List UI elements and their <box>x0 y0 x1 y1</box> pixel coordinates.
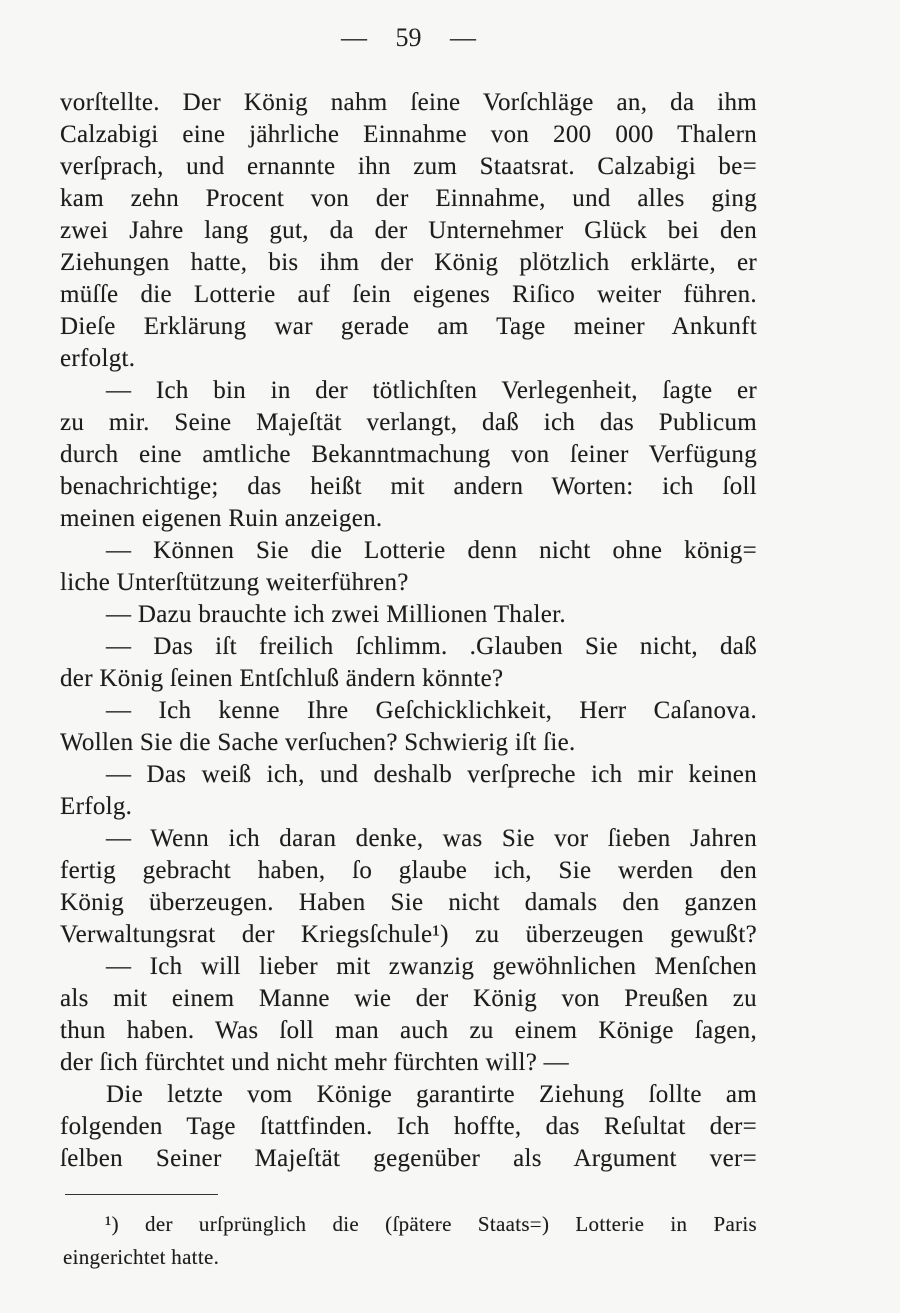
text-line: — Wenn ich daran denke, was Sie vor ſieben Jahren <box>106 825 757 852</box>
text-line: als mit einem Manne wie der König von Preußen zu <box>60 985 757 1012</box>
text-line: Dieſe Erklärung war gerade am Tage meiner Ankunft <box>60 313 757 340</box>
text-line: meinen eigenen Ruin anzeigen. <box>60 505 383 532</box>
text-line: durch eine amtliche Bekanntmachung von ſeiner Verfügung <box>60 441 757 468</box>
text-line: — Ich kenne Ihre Geſchicklichkeit, Herr Caſanova. <box>106 697 757 724</box>
text-line: — Können Sie die Lotterie denn nicht ohne könig= <box>106 537 757 564</box>
paragraph <box>60 759 757 823</box>
paragraph <box>60 951 757 1079</box>
text-line: fertig gebracht haben, ſo glaube ich, Sie werden den <box>60 857 757 884</box>
text-line: der ſich fürchtet und nicht mehr fürchten will? — <box>60 1049 569 1076</box>
paragraph <box>60 1079 757 1175</box>
text-line: verſprach, und ernannte ihn zum Staatsrat. Calzabigi be= <box>60 153 757 180</box>
text-line: Calzabigi eine jährliche Einnahme von 200 000 Thalern <box>60 121 757 148</box>
footnote-line: eingerichtet hatte. <box>63 1245 220 1269</box>
text-line: — Das weiß ich, und deshalb verſpreche ich mir keinen <box>106 761 757 788</box>
text-line: Die letzte vom Könige garantirte Ziehung ſollte am <box>106 1081 757 1108</box>
page-number: — 59 — <box>341 23 476 52</box>
text-line: liche Unterſtützung weiterführen? <box>60 569 409 596</box>
text-line: ſelben Seiner Majeſtät gegenüber als Argument ver= <box>60 1145 757 1172</box>
text-line: Erfolg. <box>60 793 133 820</box>
text-line: erfolgt. <box>60 345 136 372</box>
text-line: — Das iſt freilich ſchlimm. .Glauben Sie nicht, daß <box>106 633 757 660</box>
text-line: König überzeugen. Haben Sie nicht damals den ganzen <box>60 889 757 916</box>
paragraph <box>60 823 757 951</box>
text-line: der König ſeinen Entſchluß ändern könnte? <box>60 665 504 692</box>
text-line: kam zehn Procent von der Einnahme, und alles ging <box>60 185 757 212</box>
paragraph <box>60 631 757 695</box>
paragraph <box>60 535 757 599</box>
text-line: zu mir. Seine Majeſtät verlangt, daß ich das Publicum <box>60 409 757 436</box>
text-line: — Dazu brauchte ich zwei Millionen Thaler. <box>106 601 566 628</box>
text-line: Verwaltungsrat der Kriegsſchule¹) zu überzeugen gewußt? <box>60 921 757 948</box>
text-line: Wollen Sie die Sache verſuchen? Schwierig iſt ſie. <box>60 729 576 756</box>
text-line: zwei Jahre lang gut, da der Unternehmer Glück bei den <box>60 217 757 244</box>
paragraph <box>60 599 757 631</box>
text-line: folgenden Tage ſtattfinden. Ich hoffte, das Reſultat der= <box>60 1113 757 1140</box>
text-line: — Ich will lieber mit zwanzig gewöhnlichen Menſchen <box>106 953 757 980</box>
text-line: Ziehungen hatte, bis ihm der König plötzlich erklärte, er <box>60 249 757 276</box>
paragraph <box>60 695 757 759</box>
text-line: thun haben. Was ſoll man auch zu einem Könige ſagen, <box>60 1017 757 1044</box>
text-line: vorſtellte. Der König nahm ſeine Vorſchläge an, da ihm <box>60 89 757 116</box>
text-line: benachrichtige; das heißt mit andern Worten: ich ſoll <box>60 473 757 500</box>
paragraph <box>60 375 757 535</box>
footnote-divider <box>65 1194 218 1195</box>
footnote-line: ¹) der urſprünglich die (ſpätere Staats=) Lotterie in Paris <box>105 1212 757 1236</box>
footnote <box>63 1208 757 1274</box>
text-line: — Ich bin in der tötlichſten Verlegenheit, ſagte er <box>106 377 757 404</box>
text-line: müſſe die Lotterie auf ſein eigenes Riſico weiter führen. <box>60 281 757 308</box>
body-text <box>60 87 757 1175</box>
paragraph <box>60 87 757 375</box>
